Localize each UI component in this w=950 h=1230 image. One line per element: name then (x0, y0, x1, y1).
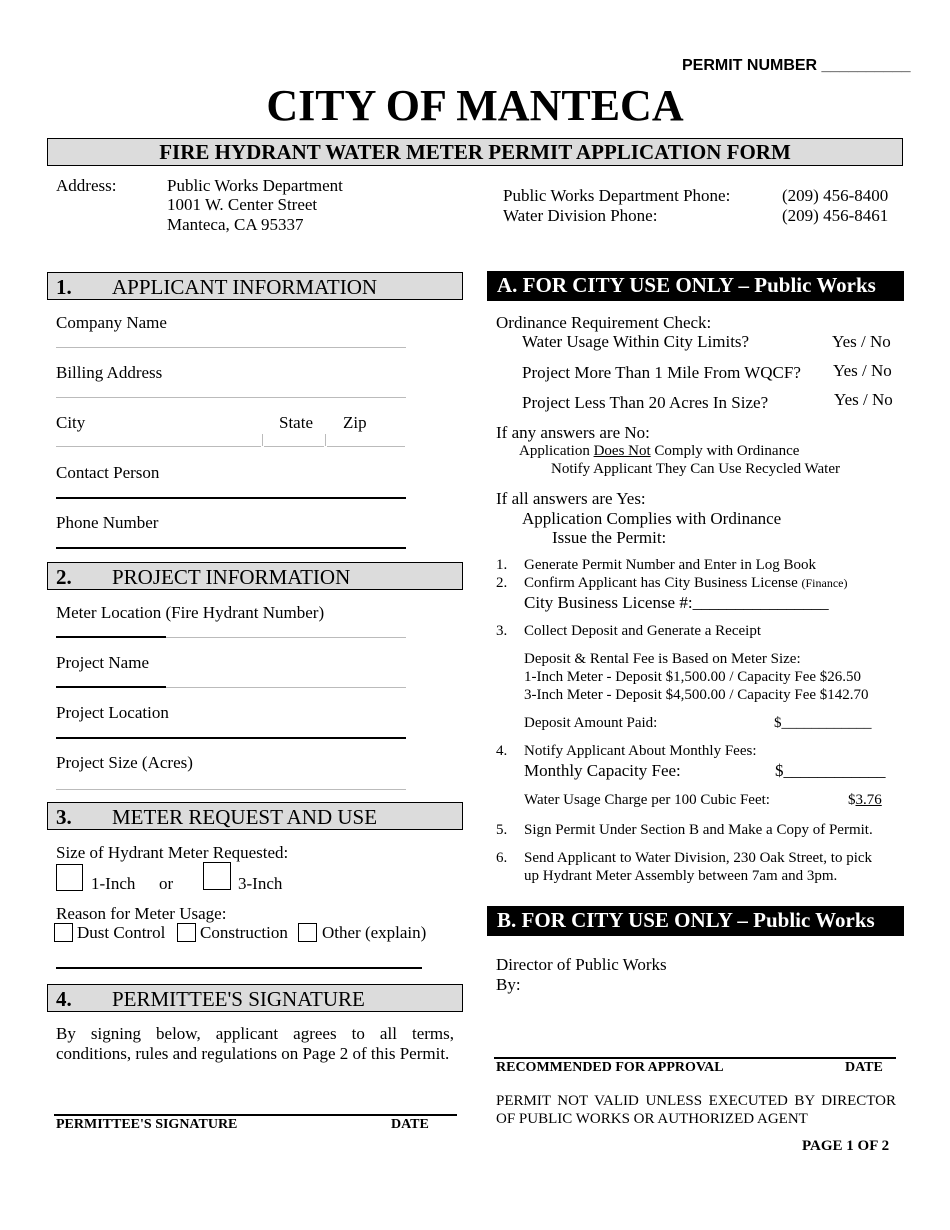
water-phone-value: (209) 456-8461 (782, 206, 889, 225)
yes-instruction-1: Application Complies with Ordinance (522, 509, 782, 528)
step-6-number: 6. (496, 850, 508, 866)
approval-date-label: DATE (845, 1060, 883, 1075)
deposit-paid-field[interactable]: $____________ (774, 715, 872, 731)
water-charge-label: Water Usage Charge per 100 Cubic Feet: (524, 792, 770, 808)
no-instruction-1-pre: Application (519, 443, 594, 459)
meter-size-label: Size of Hydrant Meter Requested: (56, 843, 289, 862)
other-explain-field[interactable] (56, 967, 422, 969)
section-3-title: METER REQUEST AND USE (112, 805, 378, 829)
construction-checkbox[interactable] (177, 923, 196, 942)
dust-control-checkbox[interactable] (54, 923, 73, 942)
question-3: Project Less Than 20 Acres In Size? (522, 393, 769, 412)
yes-instruction-2: Issue the Permit: (552, 528, 667, 547)
water-charge-dollar: $ (848, 792, 856, 808)
ordinance-check-label: Ordinance Requirement Check: (496, 313, 712, 332)
address-line-2: 1001 W. Center Street (167, 195, 318, 214)
city-label: City (56, 413, 86, 432)
dust-control-label: Dust Control (77, 923, 166, 942)
permit-number-label: PERMIT NUMBER __________ (682, 57, 911, 74)
water-charge-amount: 3.76 (855, 792, 882, 808)
section-1-header (47, 272, 463, 300)
step-5-text: Sign Permit Under Section B and Make a Copy of Permit. (524, 822, 873, 838)
no-instruction-2: Notify Applicant They Can Use Recycled Water (551, 461, 840, 477)
meter-location-label: Meter Location (Fire Hydrant Number) (56, 603, 325, 622)
other-label: Other (explain) (322, 923, 427, 942)
question-3-yes-no[interactable]: Yes / No (834, 390, 893, 409)
project-size-label: Project Size (Acres) (56, 753, 193, 772)
pw-phone-value: (209) 456-8400 (782, 186, 889, 205)
page-title: CITY OF MANTECA (266, 81, 684, 130)
question-1: Water Usage Within City Limits? (522, 332, 750, 351)
section-4-header (47, 984, 463, 1012)
city-field[interactable] (56, 434, 261, 447)
step-2-number: 2. (496, 575, 508, 591)
permittee-signature-label: PERMITTEE'S SIGNATURE (56, 1117, 238, 1132)
form-title: FIRE HYDRANT WATER METER PERMIT APPLICATION FORM (159, 140, 791, 164)
deposit-paid-label: Deposit Amount Paid: (524, 715, 658, 731)
other-checkbox[interactable] (298, 923, 317, 942)
meter-reason-label: Reason for Meter Usage: (56, 904, 227, 923)
page-number: PAGE 1 OF 2 (802, 1138, 890, 1154)
phone-number-field[interactable] (56, 535, 406, 549)
contact-person-label: Contact Person (56, 463, 160, 482)
section-b-title: B. FOR CITY USE ONLY – Public Works (497, 908, 875, 932)
zip-label: Zip (343, 413, 367, 432)
construction-label: Construction (200, 923, 288, 942)
section-2-title: PROJECT INFORMATION (112, 565, 351, 589)
section-a-header (487, 271, 904, 301)
step-6-text-2: up Hydrant Meter Assembly between 7am and 3pm. (524, 868, 838, 884)
contact-person-field[interactable] (56, 485, 406, 499)
section-3-number: 3. (56, 805, 72, 829)
address-label: Address: (56, 176, 117, 195)
project-name-label: Project Name (56, 653, 149, 672)
step-2-text (524, 575, 847, 592)
step-4-text: Notify Applicant About Monthly Fees: (524, 743, 757, 759)
section-1-title: APPLICANT INFORMATION (112, 275, 378, 299)
three-inch-checkbox[interactable] (203, 862, 231, 890)
water-phone-label: Water Division Phone: (503, 206, 658, 225)
no-instruction-1-post: Comply with Ordinance (650, 443, 800, 459)
billing-address-label: Billing Address (56, 363, 163, 382)
section-4-title: PERMITTEE'S SIGNATURE (112, 987, 365, 1011)
step-5-number: 5. (496, 822, 508, 838)
director-label: Director of Public Works (496, 955, 667, 974)
question-2: Project More Than 1 Mile From WQCF? (522, 363, 801, 382)
pw-phone-label: Public Works Department Phone: (503, 186, 731, 205)
section-2-header (47, 562, 463, 590)
section-1-number: 1. (56, 275, 72, 299)
form-title-box (47, 138, 903, 166)
water-charge-value (848, 792, 882, 809)
billing-address-field[interactable] (56, 385, 406, 398)
step-3-text: Collect Deposit and Generate a Receipt (524, 623, 761, 639)
no-instruction-1 (519, 443, 799, 460)
project-name-underline (56, 686, 166, 688)
question-2-yes-no[interactable]: Yes / No (833, 361, 892, 380)
three-inch-label: 3-Inch (238, 874, 283, 893)
section-a-title: A. FOR CITY USE ONLY – Public Works (497, 273, 876, 297)
section-2-number: 2. (56, 565, 72, 589)
question-1-yes-no[interactable]: Yes / No (832, 332, 891, 351)
or-label: or (159, 874, 174, 893)
project-location-field[interactable] (56, 725, 406, 739)
address-line-3: Manteca, CA 95337 (167, 215, 304, 234)
step-1-number: 1. (496, 557, 508, 573)
deposit-info-2: 1-Inch Meter - Deposit $1,500.00 / Capacity Fee $26.50 (524, 669, 862, 685)
one-inch-checkbox[interactable] (56, 864, 83, 891)
address-line-1: Public Works Department (167, 176, 343, 195)
step-1-text: Generate Permit Number and Enter in Log Book (524, 557, 817, 573)
section-b-header (487, 906, 904, 936)
step-6-text-1: Send Applicant to Water Division, 230 Oak Street, to pick (524, 850, 873, 866)
deposit-info-3: 3-Inch Meter - Deposit $4,500.00 / Capacity Fee $142.70 (524, 687, 869, 703)
approval-signature-line[interactable] (494, 1057, 896, 1059)
permittee-signature-line[interactable] (54, 1114, 457, 1116)
by-label: By: (496, 975, 521, 994)
zip-field[interactable] (327, 434, 405, 447)
company-name-field[interactable] (56, 335, 406, 348)
deposit-info-1: Deposit & Rental Fee is Based on Meter Size: (524, 651, 801, 667)
company-name-label: Company Name (56, 313, 167, 332)
step-2-main: Confirm Applicant has City Business License (524, 575, 798, 591)
section-3-header (47, 802, 463, 830)
meter-location-underline (56, 636, 166, 638)
step-2-finance: (Finance) (801, 576, 848, 590)
state-zip-divider (325, 434, 326, 446)
phone-number-label: Phone Number (56, 513, 159, 532)
city-state-divider (262, 434, 263, 446)
state-field[interactable] (264, 434, 324, 447)
not-valid-notice: PERMIT NOT VALID UNLESS EXECUTED BY DIRECTOR OF PUBLIC WORKS OR AUTHORIZED AGENT (496, 1093, 896, 1127)
signature-agreement: By signing below, applicant agrees to all terms, conditions, rules and regulations on Page 2 of this Permit. (56, 1024, 454, 1063)
step-3-number: 3. (496, 623, 508, 639)
monthly-fee-label: Monthly Capacity Fee: (524, 761, 681, 780)
state-label: State (279, 413, 313, 432)
one-inch-label: 1-Inch (91, 874, 136, 893)
project-location-label: Project Location (56, 703, 169, 722)
monthly-fee-field[interactable]: $____________ (775, 761, 886, 780)
project-size-field[interactable] (56, 777, 406, 790)
if-yes-heading: If all answers are Yes: (496, 489, 646, 508)
recommended-label: RECOMMENDED FOR APPROVAL (496, 1060, 724, 1075)
if-no-heading: If any answers are No: (496, 423, 650, 442)
does-not-emphasis: Does Not (593, 443, 651, 459)
section-4-number: 4. (56, 987, 72, 1011)
step-4-number: 4. (496, 743, 508, 759)
permittee-date-label: DATE (391, 1117, 429, 1132)
business-license-field[interactable]: City Business License #:________________ (524, 593, 829, 612)
